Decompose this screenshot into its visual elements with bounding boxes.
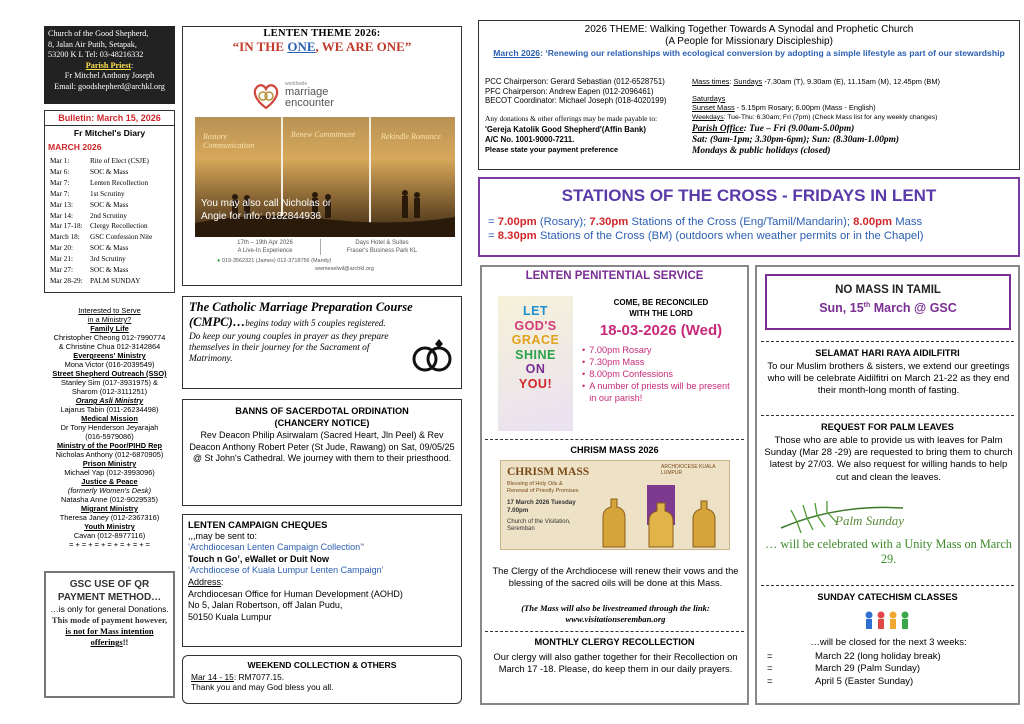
chrism-card-arch: ARCHDIOCESE KUALA LUMPUR <box>661 464 716 476</box>
catechism-items <box>763 651 1014 688</box>
ministry-contact: Sharom (012-3111251) <box>71 387 148 396</box>
address-label: Address <box>188 576 222 587</box>
banns-box <box>182 399 462 506</box>
poster-dates: 17th – 19th Apr 2026 A Live-In Experience <box>237 240 293 254</box>
weekend-date: Mar 14 - 15 <box>191 671 234 682</box>
logo-marriage: marriage <box>285 86 329 98</box>
penitential-item <box>582 344 737 356</box>
chrism-card-sub: Blessing of Holy Oils & Renewal of Priestly Promises <box>507 481 579 494</box>
ministry-contact: (formerly Women's Desk) <box>67 486 152 495</box>
stations-line1: = 7.00pm (Rosary); 7.30pm Stations of the Cross (Eng/Tamil/Mandarin); 8.00pm Mass <box>488 216 923 228</box>
ministry-contact: Nicholas Anthony (012-6870905) <box>55 450 164 459</box>
qr-line2: This mode of payment however, <box>51 615 168 625</box>
diary-event: SOC & Mass <box>90 244 129 253</box>
catechism-date: March 29 (Palm Sunday) <box>815 663 921 675</box>
diary-date: Mar 6: <box>50 167 70 176</box>
diary-row <box>50 222 152 231</box>
penitential-item-text: 7.30pm Mass <box>589 357 645 367</box>
weekend-collection-box <box>182 655 462 704</box>
diary-date: Mar 20: <box>50 244 73 253</box>
penitential-items <box>582 344 737 404</box>
diary-title: Fr Mitchel's Diary <box>73 128 146 138</box>
tamil-date: Sun, 15th March @ GSC <box>819 301 957 315</box>
bullet-icon: • <box>582 369 586 379</box>
bullet-icon: • <box>582 381 586 391</box>
heart-rings-icon <box>251 81 281 111</box>
caption-rekindle: Rekindle Romance <box>381 132 441 141</box>
ministry-contact: & Christine Chua 012-3142864 <box>58 342 161 351</box>
weekend-title: WEEKEND COLLECTION & OTHERS <box>247 660 397 670</box>
diary-event: PALM SUNDAY <box>90 276 141 285</box>
clergy-body: Our clergy will also gather together for their Recollection on March 17 -18. Please, do keep them in our daily prayers. <box>493 652 738 674</box>
theme26-title: 2026 THEME: Walking Together Towards A Synodal and Prophetic Church <box>584 24 914 35</box>
poster-web[interactable]: wwmeselwil@archkl.org <box>315 266 374 272</box>
art-word: ON <box>525 362 546 376</box>
art-word: GRACE <box>511 333 560 347</box>
diary-event: 1st Scrutiny <box>90 189 125 198</box>
bulletin-box <box>44 110 175 293</box>
weekend-amount: : RM7077.15. <box>233 671 285 682</box>
penitential-item <box>582 368 737 380</box>
catechism-item <box>763 663 1014 675</box>
banns-body: Rev Deacon Philip Asirwalam (Sacred Heart, Jln Peel) & Rev Deacon Anthony Robert Peter (St Jude, Rawang) on Sat, 09/05/25 @ St John's Cathedral. We journey with them to their priesthood. <box>189 430 455 464</box>
diary-event: 3rd Scrutiny <box>90 255 126 264</box>
ministry-contact: Mona Victor (016-2039549) <box>64 360 155 369</box>
chrism-body: The Clergy of the Archdiocese will renew their vows and the blessing of the sacred oils will be done at this Mass. <box>492 566 739 588</box>
diary-row <box>50 157 152 166</box>
ministry-name: Migrant Ministry <box>80 504 139 513</box>
church-line: 53200 K L Tel: 03-48216332 <box>48 50 144 59</box>
cheques-tng: Touch n Go’, eWallet or Duit Now <box>188 553 329 564</box>
catechism-eq: = <box>767 663 773 675</box>
ministry-contact: (016-5979086) <box>85 432 134 441</box>
diary-row <box>50 190 152 199</box>
chrism-card-title: CHRISM MASS <box>507 466 590 478</box>
serve-divider: = + = + = + = + = + = + = <box>69 540 150 549</box>
ministry-name: Orang Asli Ministry <box>75 396 144 405</box>
chrism-card-place: Church of the Visitation, Seremban <box>507 519 571 532</box>
stations-box <box>478 177 1020 257</box>
cheques-tng-payee: ‘Archdiocese of Kuala Lumpur Lenten Campaign’ <box>188 565 384 576</box>
priest-colon: : <box>130 60 134 70</box>
serve-heading: Interested to Serve <box>78 306 141 315</box>
diary-row <box>50 233 152 242</box>
diary-date: Mar 27: <box>50 266 73 275</box>
weekend-thanks: Thank you and may God bless you all. <box>191 682 334 692</box>
serve-heading: in a Ministry? <box>87 315 132 324</box>
bullet-icon: • <box>582 357 586 367</box>
diary-event: Lenten Recollection <box>90 178 149 187</box>
banns-subtitle: (CHANCERY NOTICE) <box>274 418 370 428</box>
penitential-item-text: 7.00pm Rosary <box>589 345 652 355</box>
cheques-sent: ,,,may be sent to: <box>188 530 258 541</box>
penitential-item-text: A number of priests will be present in our parish! <box>589 381 730 403</box>
cmpc-body: Do keep our young couples in prayer as they prepare themselves in their journey for the Sacrament of Matrimony. <box>189 332 389 365</box>
diary-event: 2nd Scrutiny <box>90 211 127 220</box>
caption-renew: Renew Commitment <box>291 130 356 139</box>
raya-title: SELAMAT HARI RAYA AIDILFITRI <box>815 348 960 358</box>
stations-title: STATIONS OF THE CROSS - FRIDAYS IN LENT <box>561 186 937 205</box>
ministry-contact: Stanley Sim (017-3931975) & <box>61 378 158 387</box>
catechism-item <box>763 676 1014 688</box>
address-line: No 5, Jalan Robertson, off Jalan Pudu, <box>188 600 343 611</box>
bulletin-title: Bulletin: March 15, 2026 <box>45 111 174 126</box>
theme26-march: March 2026: ‘Renewing our relationships with ecological conversion by adopting a simple lifestyle as part of our stewardship <box>493 48 1005 58</box>
catechism-date: April 5 (Easter Sunday) <box>815 675 914 687</box>
ministry-contact: Cavan (012-8977116) <box>73 531 146 540</box>
ministry-contact: Theresa Janey (012-2367316) <box>59 513 160 522</box>
ministry-name: Medical Mission <box>81 414 138 423</box>
caption-restore: Restore Communication <box>203 132 255 150</box>
penitential-item <box>582 356 737 368</box>
whatsapp-icon: ● <box>217 258 221 264</box>
theme26-contacts: PCC Chairperson: Gerard Sebastian (012-6528751) PFC Chairperson: Andrew Eapen (012-2096461) BECOT Coordinator: Michael Joseph (018-4020199) Any donations & other offerings may be made payable to: 'Gereja Katolik Good Shepherd'(Affin Bank) A/C No. 1001-9000-7211. Please state your payment preference <box>485 77 667 154</box>
diary-event: GSC Confession Nite <box>90 233 153 242</box>
diary-event: SOC & Mass <box>90 200 129 209</box>
marriage-encounter-poster <box>195 75 455 275</box>
qr-notice <box>44 571 175 698</box>
church-line: 8, Jalan Air Putih, Setapak, <box>48 39 137 49</box>
diary-row <box>50 168 152 177</box>
church-line: Church of the Good Shepherd, <box>48 29 149 38</box>
diary-event: Rite of Elect (CSJE) <box>90 157 149 165</box>
cheques-title: LENTEN CAMPAIGN CHEQUES <box>188 519 328 530</box>
priest-name: Fr Mitchel Anthony Joseph <box>64 71 155 80</box>
chrism-title: CHRISM MASS 2026 <box>570 445 659 455</box>
penitential-item <box>582 380 737 404</box>
penitential-date: 18-03-2026 (Wed) <box>599 322 723 339</box>
diary-date: Mar 17-18: <box>50 222 83 231</box>
ministry-contact: Dr Tony Henderson Jeyarajah <box>60 423 159 432</box>
poster-contacts: ● 019-3562321 (James) 012-3718756 (Mandy) <box>217 258 332 264</box>
diary-date: Mar 7: <box>50 178 70 187</box>
palm-image-text: Palm Sunday <box>835 513 904 528</box>
cheques-box: LENTEN CAMPAIGN CHEQUES ,,,may be sent to: ‘Archdiocesan Lenten Campaign Collection’‘ Touch n Go’, eWallet or Duit Now ‘Archdiocese of Kuala Lumpur Lenten Campaign’ Address: Archdiocesan Office for Human Development (AOHD) No 5, Jalan Robertson, off Jalan Pudu, 50150 Kuala Lumpur <box>182 514 462 647</box>
penitential-column <box>480 265 749 705</box>
qr-title: GSC USE OF QR PAYMENT METHOD… <box>57 579 162 603</box>
diary-row <box>50 266 152 275</box>
theme26-subtitle: (A People for Missionary Discipleship) <box>665 36 833 47</box>
diary-row <box>50 201 152 210</box>
diary-event: SOC & Mass <box>90 266 129 275</box>
ministry-name: Ministry of the Poor/PIHD Rep <box>56 441 163 450</box>
diary-row <box>50 212 152 221</box>
poster-venue: Days Hotel & Suites Fraser's Business Park KL <box>346 240 418 254</box>
tamil-title: NO MASS IN TAMIL <box>835 284 941 296</box>
holy-oil-bottles <box>593 481 729 549</box>
penitential-item-text: 8.00pm Confessions <box>589 369 673 379</box>
catechism-intro: …will be closed for the next 3 weeks: <box>810 637 967 648</box>
chrism-card-date: 17 March 2026 Tuesday 7.00pm <box>507 499 576 514</box>
qr-line3-end: !! <box>122 637 129 647</box>
ministry-name: Prison Ministry <box>82 459 137 468</box>
ministry-name: Evergreens' Ministry <box>73 351 146 360</box>
diary-date: Mar 7: <box>50 189 70 198</box>
ministry-name: Family Life <box>90 324 129 333</box>
ministry-name: Youth Ministry <box>84 522 135 531</box>
banns-title: BANNS OF SACERDOTAL ORDINATION <box>235 406 409 416</box>
cmpc-box <box>182 296 462 389</box>
ministry-list <box>44 306 175 549</box>
catechism-item <box>763 651 1014 663</box>
address-line: Archdiocesan Office for Human Development (AOHD) <box>188 588 403 599</box>
qr-line1: …is only for general Donations. <box>50 604 169 614</box>
ministry-contact: Lajarus Tabin (011-26234498) <box>60 405 159 414</box>
diary-row <box>50 255 152 264</box>
catechism-date: March 22 (long holiday break) <box>815 651 941 662</box>
diary-date: Mar 28-29: <box>50 276 83 285</box>
ministry-contact: Michael Yap (012-3993096) <box>64 468 155 477</box>
tamil-box <box>765 274 1011 330</box>
poster-overlay: You may also call Nicholas or Angie for info: 0182844936 <box>201 198 332 222</box>
address-line: 50150 Kuala Lumpur <box>188 611 272 622</box>
ministry-name: Justice & Peace <box>81 477 138 486</box>
ministry-contact: Natasha Anne (012-9029535) <box>61 495 158 504</box>
diary-row <box>50 179 152 188</box>
theme26-mass-times: Mass times: Sundays -7.30am (T), 9.30am (E), 11.15am (M), 12.45pm (BM) Saturdays Sunset Mass - 5.15pm Rosary; 6.00pm (Mass - English) Weekdays: Tue-Thu: 6.30am; Fri (7pm) (Check Mass list for any weekly changes) Parish Office: Tue – Fri (9.00am-5.00pm) Sat: (9am-1pm; 3.30pm-6pm); Sun: (8.30am-1.00pm) Mondays & public holidays (closed) <box>692 77 940 157</box>
priest-label: Parish Priest <box>85 60 131 70</box>
wedding-rings-icon <box>409 335 455 375</box>
logo-encounter: encounter <box>285 97 334 109</box>
children-icon <box>859 609 915 633</box>
qr-line3: is not for Mass intention offerings <box>65 626 154 647</box>
diary-date: Mar 1: <box>50 157 70 165</box>
catechism-eq: = <box>767 675 773 687</box>
chrism-livestream: (The Mass will also be livestreamed through the link: www.visitationseremban.org <box>521 603 710 624</box>
lenten-theme-title: LENTEN THEME 2026: <box>263 28 381 39</box>
palm-celebrated: … will be celebrated with a Unity Mass on March 29. <box>765 537 1012 566</box>
art-word: YOU! <box>518 376 553 391</box>
ministry-contact: Christopher Cheong 012-7990774 <box>53 333 166 342</box>
ministry-name: Street Shepherd Outreach (SSO) <box>52 369 167 378</box>
church-email[interactable]: Email: goodshepherd@archkl.org <box>54 81 165 91</box>
diary-month: MARCH 2026 <box>48 142 102 152</box>
let-gods-grace-art <box>498 296 573 431</box>
diary-event: Clergy Recollection <box>90 222 148 231</box>
diary-row <box>50 244 152 253</box>
diary-date: Mar 13: <box>50 200 73 209</box>
church-info <box>44 26 175 104</box>
stations-line2: = 8.30pm Stations of the Cross (BM) (outdoors when weather permits or in the Chapel) <box>488 230 924 242</box>
catechism-title: SUNDAY CATECHISM CLASSES <box>817 592 958 602</box>
bullet-icon: • <box>582 345 586 355</box>
come-reconciled: COME, BE RECONCILED WITH THE LORD <box>613 298 709 318</box>
cheques-payee: ‘Archdiocesan Lenten Campaign Collection’ <box>188 542 363 553</box>
diary-date: Mar 21: <box>50 255 73 264</box>
diary-table <box>48 155 154 288</box>
lenten-theme-quote: “IN THE ONE, WE ARE ONE” <box>232 39 412 54</box>
cmpc-title: The Catholic Marriage Preparation Course (CMPC)…begins today with 5 couples registered. <box>189 300 413 329</box>
logo-small: worldwide <box>285 81 308 87</box>
clergy-title: MONTHLY CLERGY RECOLLECTION <box>534 637 695 647</box>
theme-2026-box <box>478 20 1020 170</box>
diary-date: March 18: <box>50 233 80 242</box>
priest-label-row <box>48 61 171 72</box>
raya-body: To our Muslim brothers & sisters, we extend our greetings who will be celebrate Aidilfitri on March 21-22 as they end their month-long month of fasting. <box>767 361 1010 397</box>
diary-date: Mar 14: <box>50 211 73 220</box>
penitential-title: LENTEN PENITENTIAL SERVICE <box>525 270 704 282</box>
right-column <box>755 265 1020 705</box>
diary-row <box>50 277 152 286</box>
diary-event: SOC & Mass <box>90 167 129 176</box>
palm-body: Those who are able to provide us with leaves for Palm Sunday (Mar 28 -29) are requested to bring them to church latest by 27/03. We also request for willing hands to help cut and clean the leaves. <box>764 435 1013 483</box>
catechism-eq: = <box>767 651 773 662</box>
art-word: GOD'S <box>514 318 557 333</box>
palm-title: REQUEST FOR PALM LEAVES <box>821 422 954 432</box>
art-word: SHINE <box>515 347 556 362</box>
art-word: LET <box>522 304 549 318</box>
chrism-card <box>500 460 730 550</box>
